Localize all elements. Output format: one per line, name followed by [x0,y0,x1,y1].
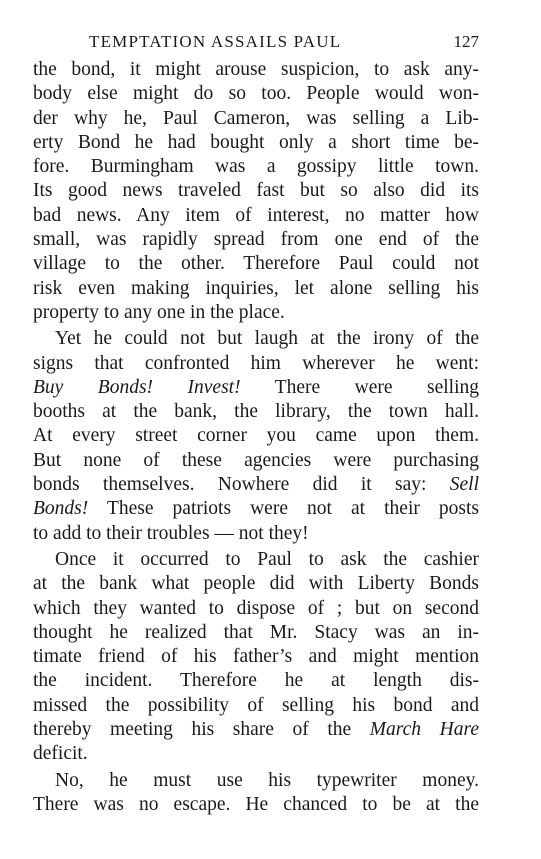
text-line: There was no escape. He chanced to be at the [33,793,479,815]
text-line: deficit. [33,743,88,765]
text-line: the bond, it might arouse suspicion, to ask any- [33,59,479,80]
body-text [33,58,479,817]
text-line [33,497,479,521]
text-line [33,718,479,742]
page-number: 127 [453,32,479,51]
text-line: missed the possibility of selling his bond and [33,694,479,716]
text-line: fore. Burmingham was a gossipy little town. [33,156,479,178]
text-line: which they wanted to dispose of ; but on second [33,597,479,619]
paragraph-2 [33,327,479,546]
paragraph-4 [33,769,479,818]
italic-phrase: March Hare [369,719,480,741]
text-line: No, he must use his typewriter money. [55,769,479,791]
text-line: to add to their troubles — not they! [33,522,309,544]
text-line: bad news. Any item of interest, no matter how [33,204,479,226]
text-line [33,376,479,400]
page-header [33,30,479,58]
text-line: But none of these agencies were purchasing [33,449,479,471]
italic-phrase: Buy Bonds! Invest! [33,376,241,398]
text-line: property to any one in the place. [33,301,285,323]
paragraph-3 [33,548,479,767]
text-line: der why he, Paul Cameron, was selling a Lib- [33,107,479,129]
book-page [33,30,479,817]
text-line: at the bank what people did with Liberty Bonds [33,573,479,595]
text-line: timate friend of his father’s and might mention [33,646,479,668]
text-line: erty Bond he had bought only a short time be- [33,131,479,153]
text-line: signs that confronted him wherever he went: [33,352,479,374]
text-fragment: These patriots were not at their posts [88,498,479,520]
text-line: village to the other. Therefore Paul could not [33,253,479,275]
text-line: Once it occurred to Paul to ask the cashier [55,548,479,570]
paragraph-1 [33,58,479,325]
text-line: Yet he could not but laugh at the irony of the [55,328,479,350]
text-line: risk even making inquiries, let alone selling his [33,277,479,299]
text-fragment: thereby meeting his share of the [33,719,370,741]
running-title: TEMPTATION ASSAILS PAUL [89,32,342,51]
text-line: small, was rapidly spread from one end of the [33,229,479,251]
text-line: thought he realized that Mr. Stacy was an in- [33,621,479,643]
text-line: the incident. Therefore he at length dis- [33,670,479,692]
text-line: At every street corner you came upon them. [33,425,479,447]
text-line: body else might do so too. People would won- [33,83,479,105]
text-fragment: There were selling [240,376,479,398]
italic-phrase: Sell [449,474,479,496]
text-line: booths at the bank, the library, the town hall. [33,401,479,423]
text-line: Its good news traveled fast but so also did its [33,180,479,202]
text-fragment: bonds themselves. Nowhere did it say: [33,474,450,496]
text-line [33,473,479,497]
italic-phrase: Bonds! [33,498,89,520]
